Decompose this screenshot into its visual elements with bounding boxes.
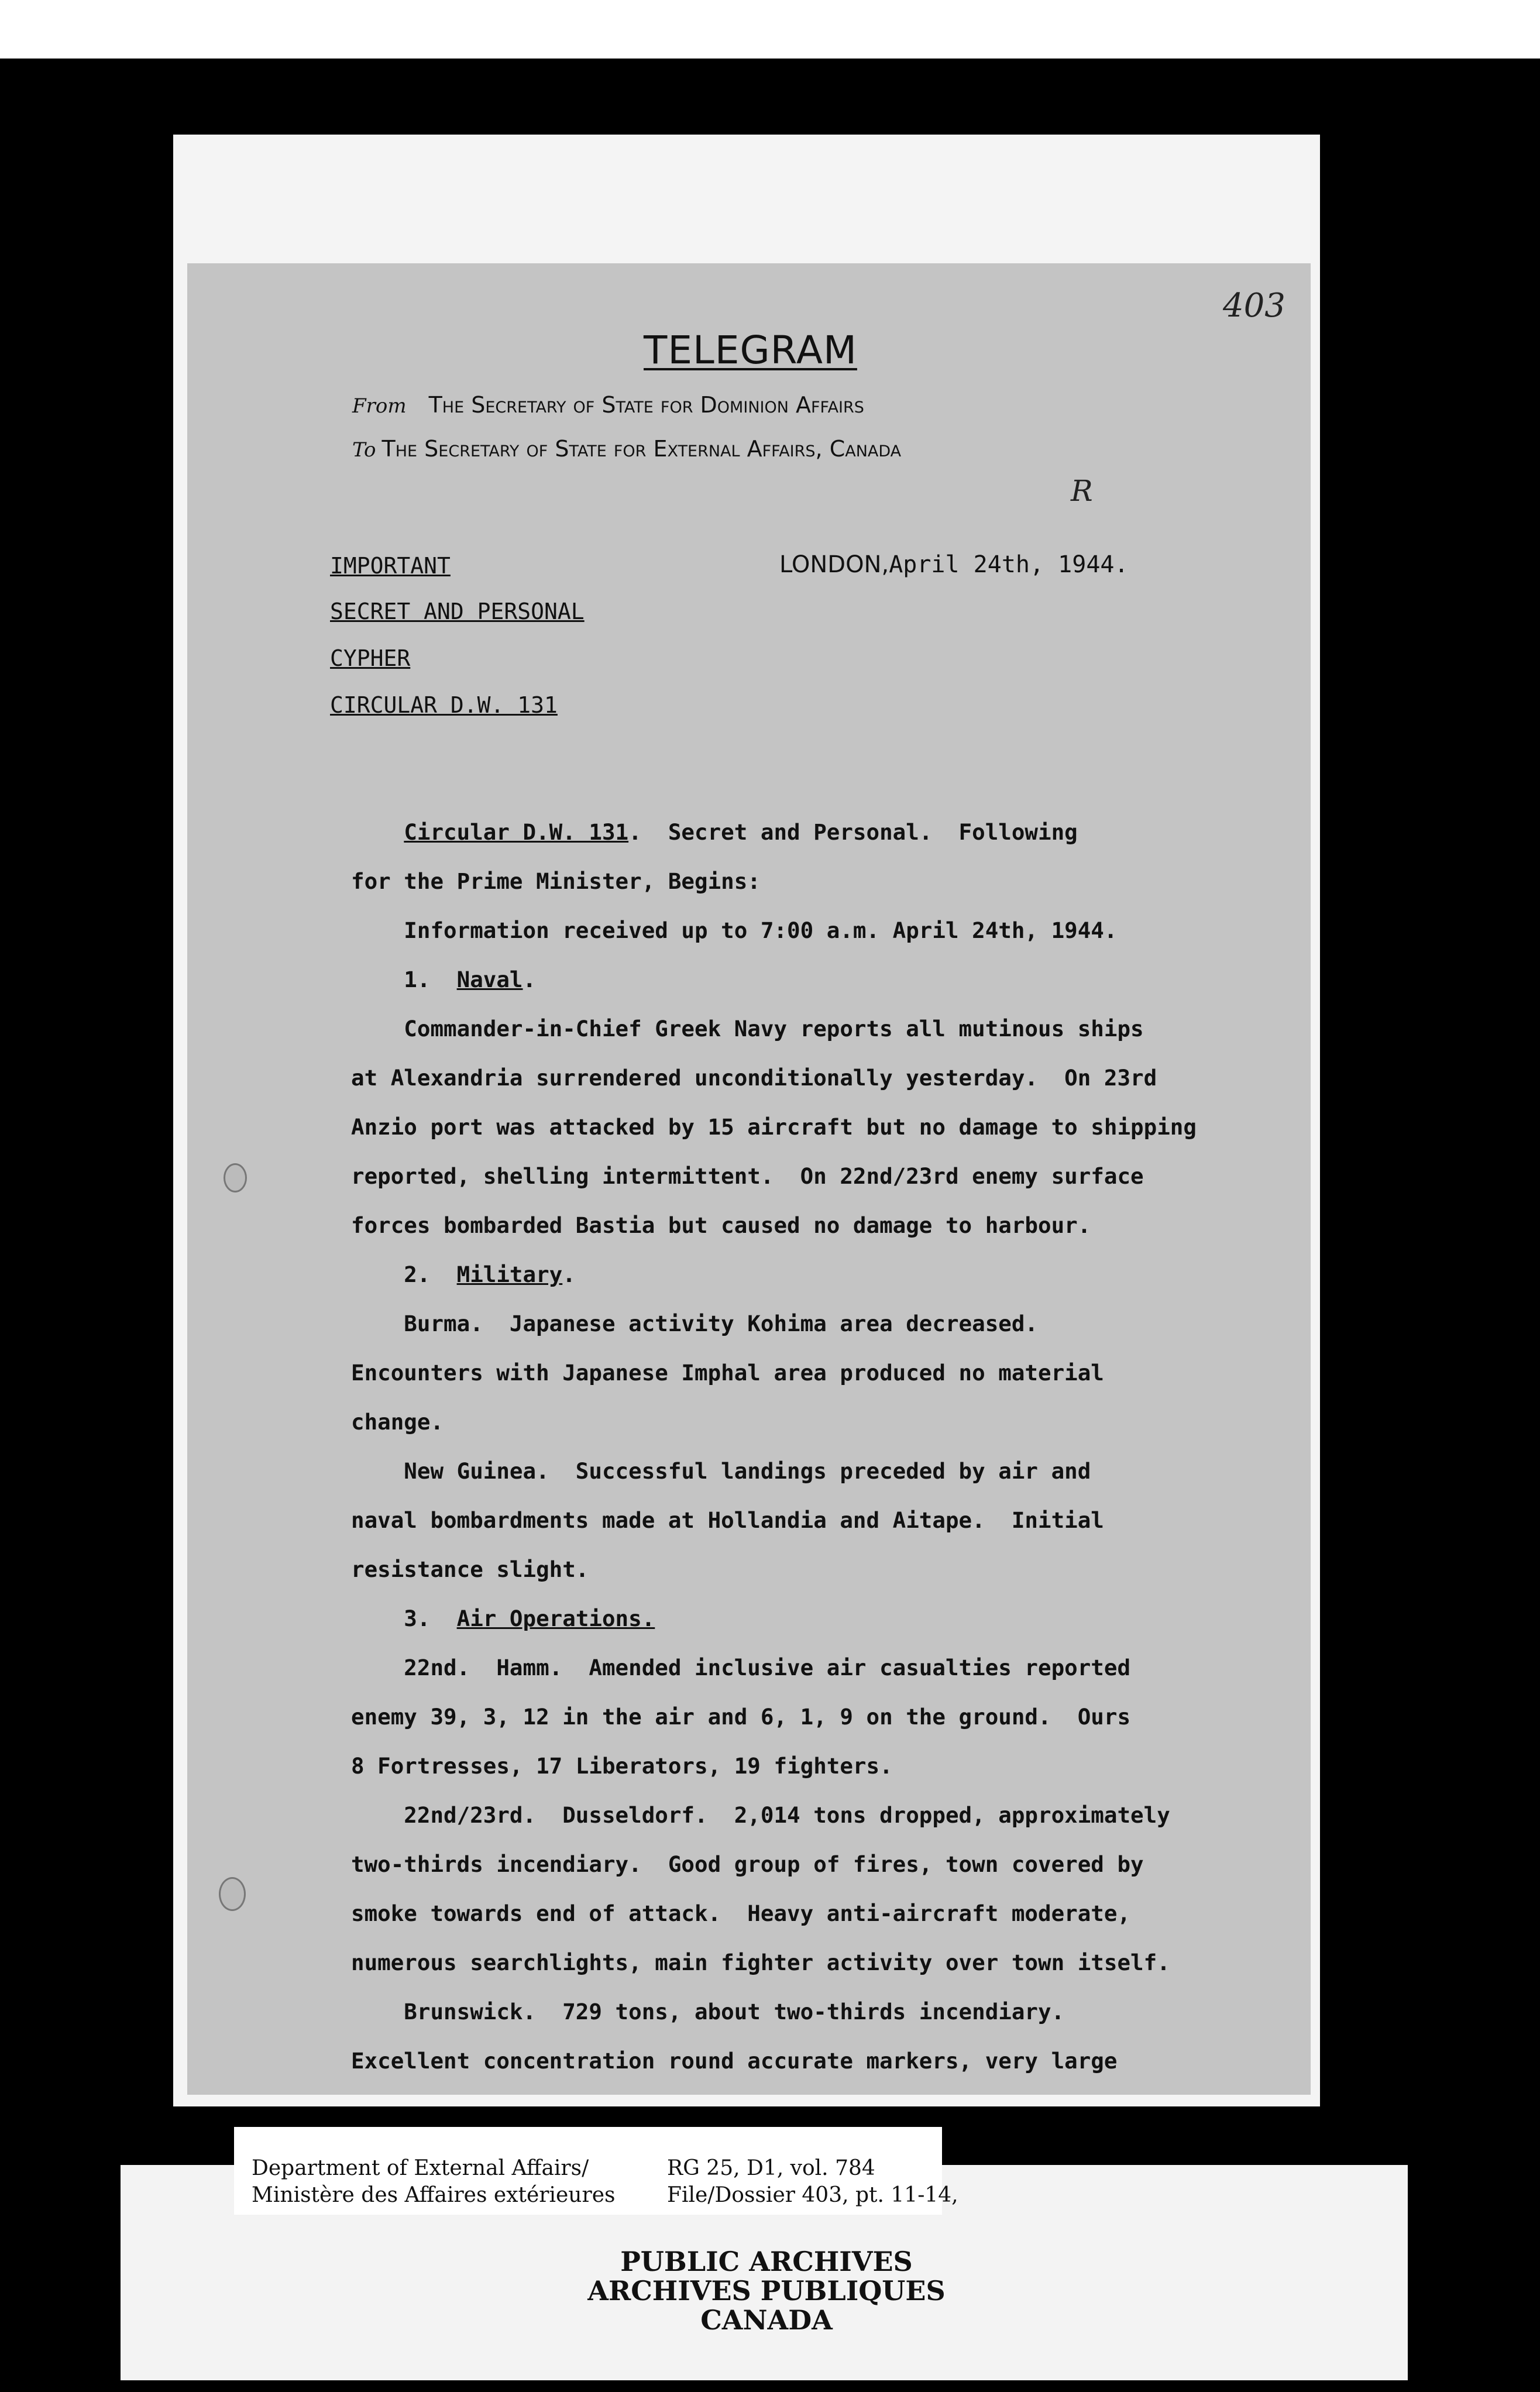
section-heading-air [351,1594,1299,1643]
telegram-title: TELEGRAM [644,328,857,373]
classification-secret: SECRET AND PERSONAL [330,599,585,624]
body-line: enemy 39, 3, 12 in the air and 6, 1, 9 on the ground. Ours [351,1704,1131,1730]
from-label: From [352,394,407,418]
section-title: Naval [456,967,523,992]
classification-important: IMPORTANT [330,553,451,579]
section-title: Air Operations. [456,1606,655,1631]
date-line [779,551,1129,578]
page-number: 403 [1223,287,1285,325]
body-line: naval bombardments made at Hollandia and Aitape. Initial [351,1507,1104,1533]
handwritten-r-mark: R [1071,474,1093,508]
classification-circular: CIRCULAR D.W. 131 [330,692,558,718]
archives-country: CANADA [700,2304,833,2336]
body-line: two-thirds incendiary. Good group of fires, town covered by [351,1851,1144,1877]
department-en: Department of External Affairs/ [252,2156,589,2180]
section-number: 1. [351,967,457,992]
body-line: for the Prime Minister, Begins: [351,868,761,894]
from-text: The Secretary of State for Dominion Affairs [428,392,864,418]
section-heading-naval [351,955,1299,1004]
body-line [351,807,1299,857]
body-line: smoke towards end of attack. Heavy anti-aircraft moderate, [351,1900,1131,1926]
body-line: reported, shelling intermittent. On 22nd/23rd enemy surface [351,1163,1144,1189]
section-heading-military [351,1250,1299,1299]
section-number: 3. [351,1606,457,1631]
section-dot: . [562,1262,576,1287]
to-text: The Secretary of State for External Affairs, Canada [381,436,902,462]
body-line: Information received up to 7:00 a.m. April 24th, 1944. [351,917,1118,943]
body-line-text: . Secret and Personal. Following [628,819,1078,845]
body-line: Burma. Japanese activity Kohima area decreased. [351,1311,1038,1336]
body-line: Commander-in-Chief Greek Navy reports all mutinous ships [351,1016,1144,1042]
place: LONDON, [779,551,889,578]
body-line: Encounters with Japanese Imphal area produced no material [351,1360,1104,1386]
public-archives-stamp [445,2247,1088,2335]
to-label: To [352,438,376,462]
punch-hole [224,1163,247,1192]
body-line: resistance slight. [351,1556,589,1582]
body-line: Excellent concentration round accurate markers, very large [351,2048,1118,2074]
body-line: at Alexandria surrendered unconditionally yesterday. On 23rd [351,1065,1157,1091]
section-number: 2. [351,1262,457,1287]
body-line: change. [351,1409,444,1435]
department-fr: Ministère des Affaires extérieures [252,2183,616,2207]
department-label [252,2155,615,2209]
scan-top-border [0,0,1540,59]
body-line: 8 Fortresses, 17 Liberators, 19 fighters. [351,1753,893,1779]
classification-cypher: CYPHER [330,645,411,671]
archives-fr: ARCHIVES PUBLIQUES [587,2275,946,2307]
file-dossier: File/Dossier 403, pt. 11-14, [667,2183,958,2207]
body-line: Anzio port was attacked by 15 aircraft but no damage to shipping [351,1114,1197,1140]
body-line: New Guinea. Successful landings preceded by air and [351,1458,1091,1484]
punch-hole [219,1877,246,1911]
from-line [352,392,864,418]
archives-en: PUBLIC ARCHIVES [620,2246,913,2277]
telegram-body [351,807,1299,2085]
section-dot: . [522,967,537,992]
body-line: Brunswick. 729 tons, about two-thirds incendiary. [351,1999,1065,2025]
section-title: Military [456,1262,563,1287]
body-line: forces bombarded Bastia but caused no damage to harbour. [351,1212,1091,1238]
to-line [352,436,901,462]
body-line: 22nd. Hamm. Amended inclusive air casualties reported [351,1655,1131,1680]
record-group: RG 25, D1, vol. 784 [667,2156,875,2180]
body-line: 22nd/23rd. Dusseldorf. 2,014 tons dropped, approximately [351,1802,1170,1828]
body-line: numerous searchlights, main fighter activity over town itself. [351,1950,1170,1975]
circular-reference: Circular D.W. 131 [404,819,629,845]
file-reference-label [667,2155,958,2209]
date: April 24th, 1944. [889,551,1129,578]
